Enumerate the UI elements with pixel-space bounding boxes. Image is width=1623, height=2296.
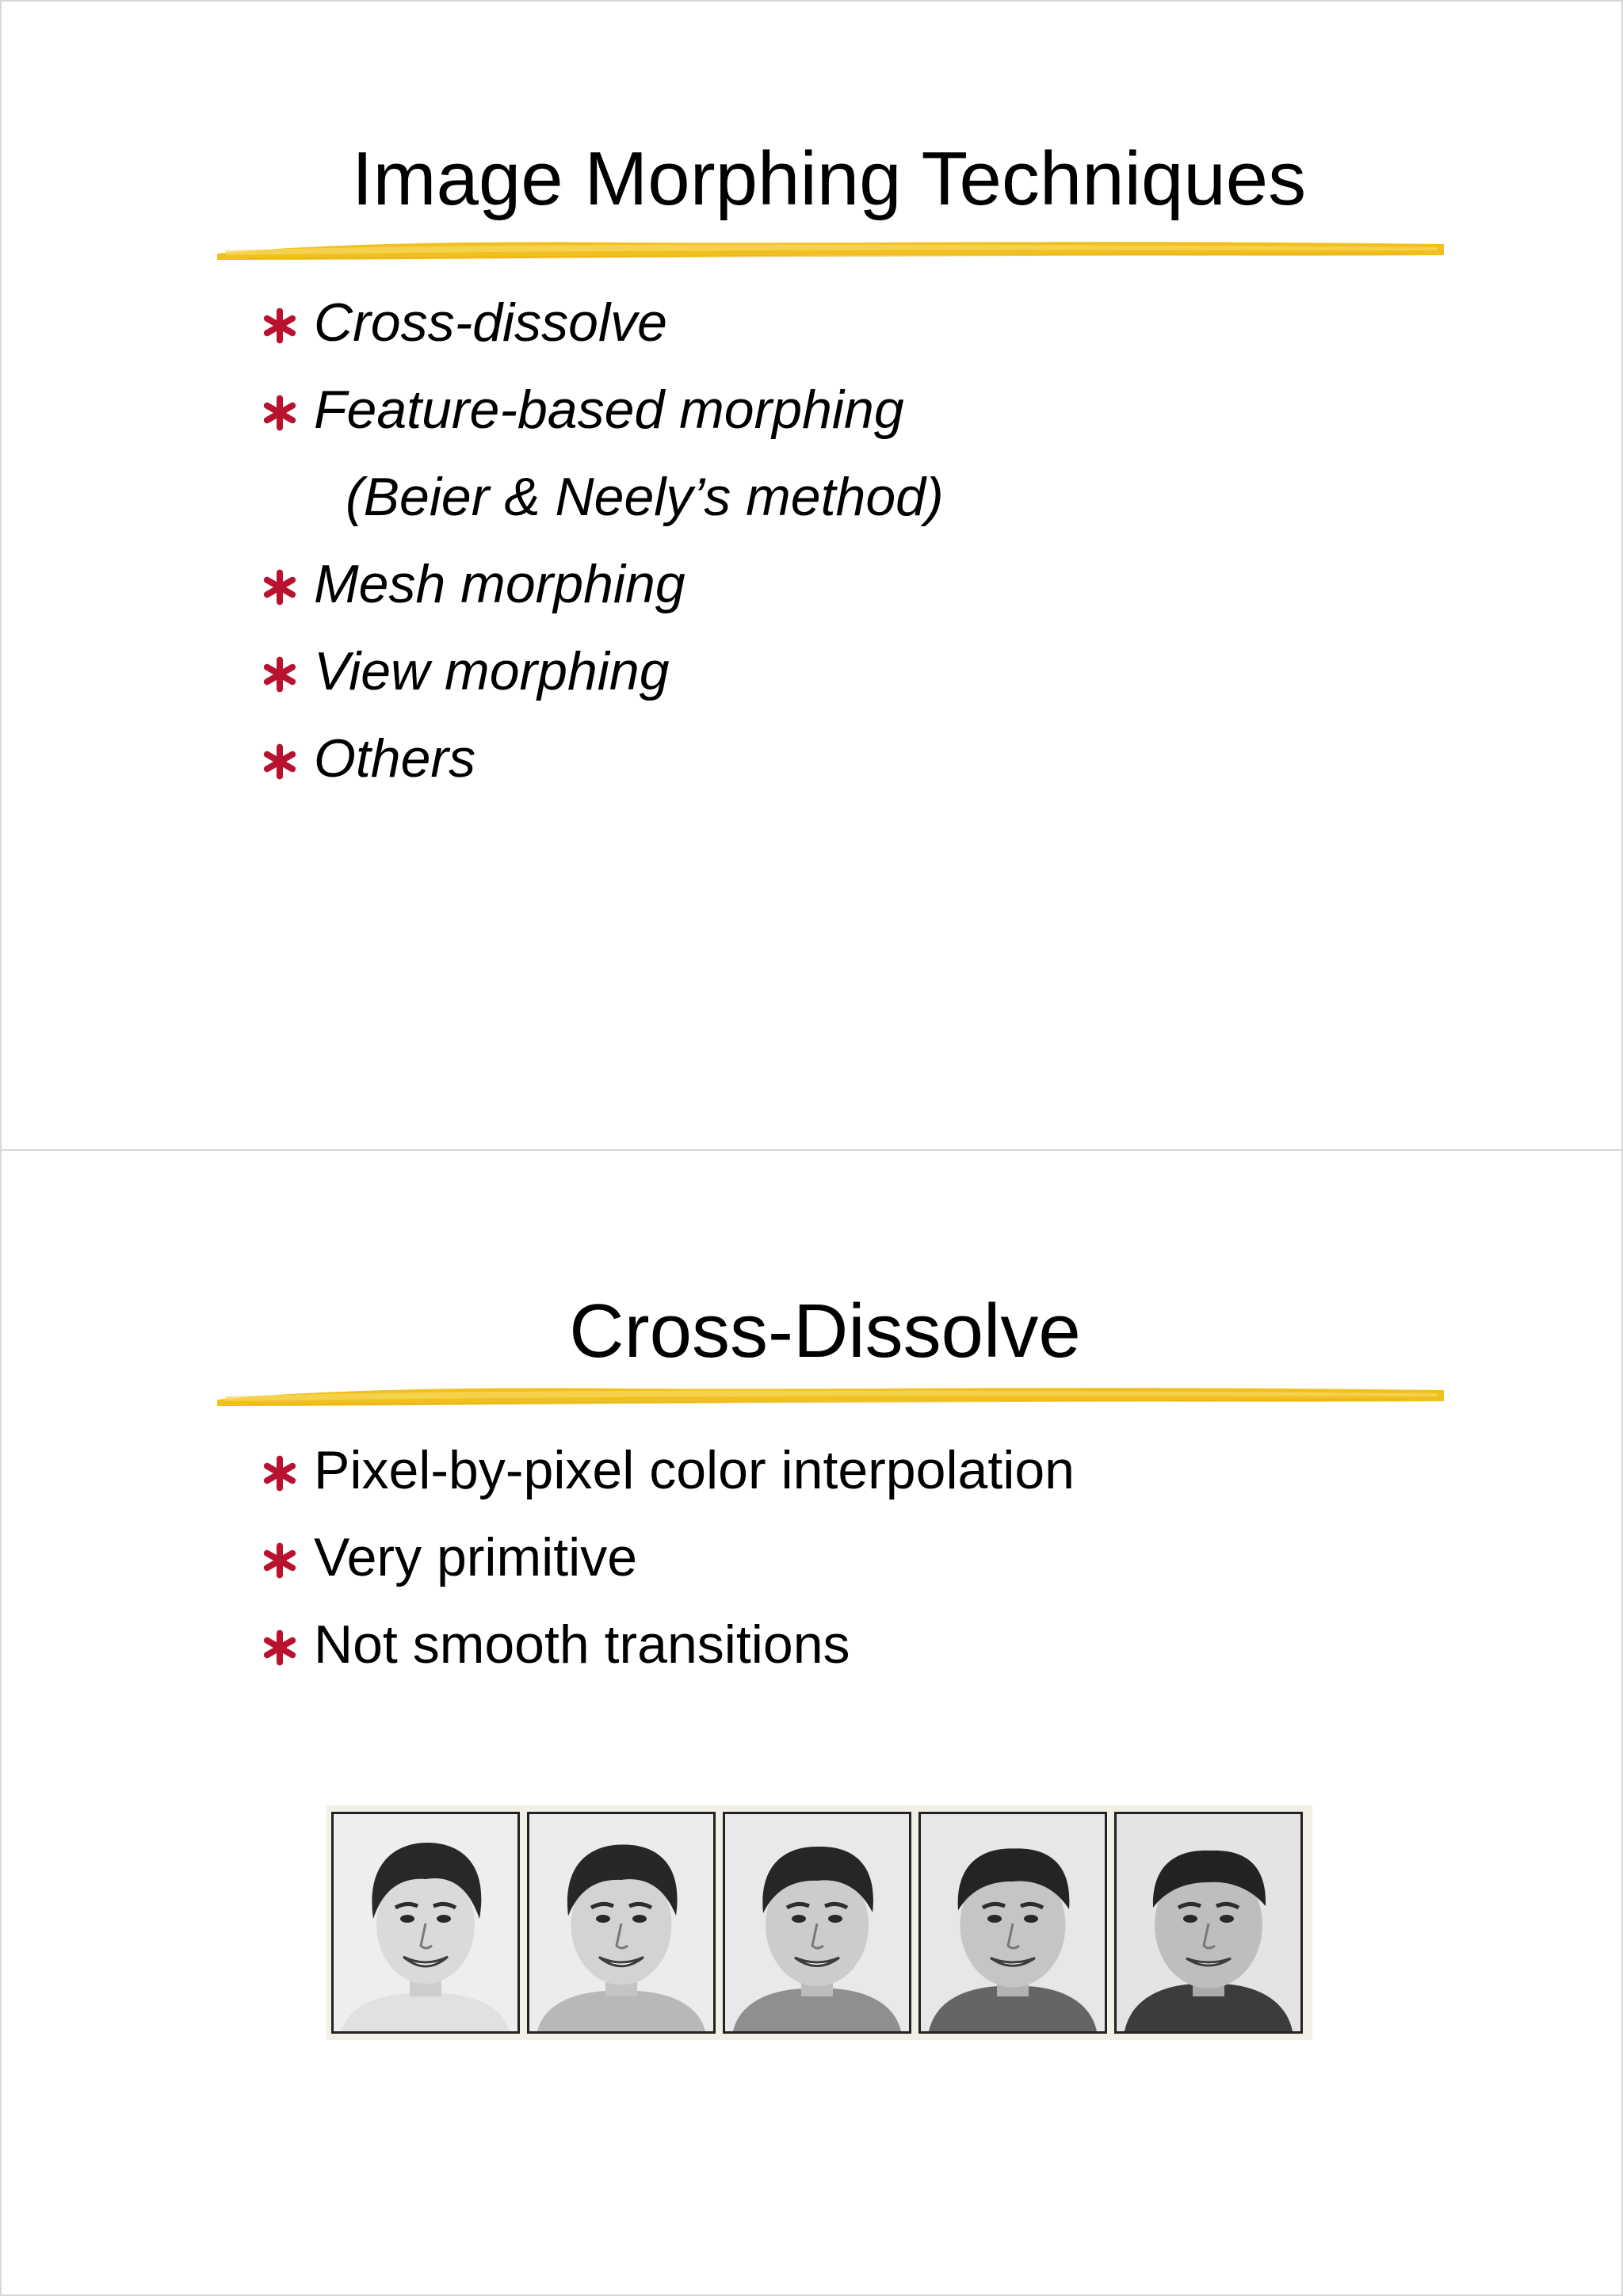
bullet-text: Mesh morphing xyxy=(314,554,685,614)
face-photo xyxy=(529,1814,713,2031)
face-photo xyxy=(725,1814,909,2031)
bullet-item xyxy=(262,366,944,453)
bullet-text: Feature-based morphing xyxy=(314,380,904,440)
face-photo xyxy=(334,1814,517,2031)
title-brush-underline xyxy=(217,1379,1444,1411)
bullet-list xyxy=(262,279,944,802)
bullet-text: Very primitive xyxy=(314,1527,638,1587)
bullet-item xyxy=(262,628,944,715)
bullet-text: (Beier & Neely’s method) xyxy=(346,467,944,527)
slide-title: Image Morphing Techniques xyxy=(351,136,1307,221)
asterisk-bullet-icon xyxy=(262,743,298,780)
bullet-item xyxy=(262,1427,1075,1514)
bullet-item xyxy=(262,279,944,366)
face-photo xyxy=(1117,1814,1300,2031)
bullet-text: Not smooth transitions xyxy=(314,1614,850,1675)
asterisk-bullet-icon xyxy=(262,656,298,693)
morph-frame xyxy=(527,1812,716,2034)
bullet-item xyxy=(262,715,944,802)
bullet-item xyxy=(262,1601,1075,1688)
asterisk-bullet-icon xyxy=(262,1629,298,1666)
asterisk-bullet-icon xyxy=(262,1542,298,1579)
morph-frame xyxy=(1114,1812,1303,2034)
bullet-item xyxy=(262,1514,1075,1601)
morph-frame xyxy=(723,1812,911,2034)
bullet-continuation xyxy=(262,453,944,541)
asterisk-bullet-icon xyxy=(262,395,298,431)
face-photo xyxy=(921,1814,1105,2031)
morph-frame xyxy=(918,1812,1107,2034)
title-brush-underline xyxy=(217,233,1444,265)
slide-title: Cross-Dissolve xyxy=(569,1289,1081,1373)
bullet-list xyxy=(262,1427,1075,1688)
bullet-text: Pixel-by-pixel color interpolation xyxy=(314,1440,1075,1500)
asterisk-bullet-icon xyxy=(262,569,298,606)
asterisk-bullet-icon xyxy=(262,1455,298,1492)
morph-frame xyxy=(331,1812,520,2034)
bullet-item xyxy=(262,541,944,628)
slide-cross-dissolve xyxy=(0,1149,1623,2296)
bullet-text: Cross-dissolve xyxy=(314,292,667,353)
bullet-text: View morphing xyxy=(314,641,670,701)
bullet-text: Others xyxy=(314,728,476,789)
cross-dissolve-image-strip xyxy=(327,1805,1312,2040)
asterisk-bullet-icon xyxy=(262,308,298,344)
